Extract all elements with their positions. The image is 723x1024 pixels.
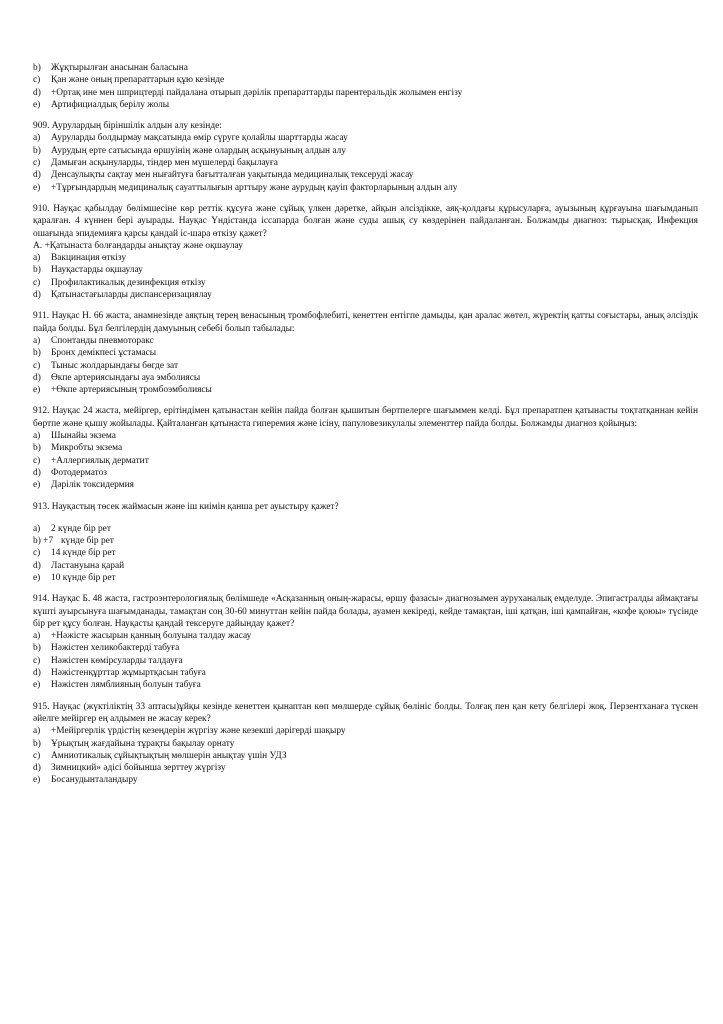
option-key: b) +7 xyxy=(33,536,54,547)
option-text: +Мейіргерлік үрдістің кезеңдерін жүргізу және кезекші дәрігерді шақыру xyxy=(51,726,346,737)
question-text: 913. Науқастың төсек жаймасын және іш киімін қанша рет ауыстыру қажет? xyxy=(33,501,339,512)
question-911 xyxy=(33,310,698,396)
question-910 xyxy=(33,203,698,301)
option-row xyxy=(33,145,698,157)
option-key: a) xyxy=(33,335,41,346)
option-key: c) xyxy=(33,75,41,86)
option-text: Нәжістенқұрттар жұмыртқасын табуға xyxy=(51,668,206,679)
option-key: e) xyxy=(33,182,41,193)
option-text: 14 күнде бір рет xyxy=(51,548,116,559)
option-row xyxy=(33,264,698,276)
option-row xyxy=(33,132,698,144)
option-row xyxy=(33,360,698,372)
option-key: a) xyxy=(33,523,41,534)
question-text: 914. Науқас Б. 48 жаста, гастроэнтерологиялық бөлімшеде «Асқазанның оның-жарасы, өршу фазасы» диагнозымен ауруханалық емделуде. Эпигастралды аймақтағы күшті ауырсынуға шағымданады, тамақтан соң 30-60 минуттан кейін пайда болады, ауамен кекіреді, кейде тамақтан, іші қатқан, іші қампайған, «кофе қоюы» түсінде бір рет құсу болған. Науқасты қандай тексеруге дайындау қажет? xyxy=(33,594,698,629)
option-key: b) xyxy=(33,738,41,749)
option-text: Нәжістен хеликобактерді табуға xyxy=(51,643,180,654)
option-row xyxy=(33,277,698,289)
option-row xyxy=(33,99,698,111)
option-key: d) xyxy=(33,467,41,478)
option-key: d) xyxy=(33,372,41,383)
option-row xyxy=(33,725,698,737)
option-row xyxy=(33,547,698,559)
option-text: Тыныс жолдарындағы бөгде зат xyxy=(51,360,179,371)
option-text: +Тұрғындардың медициналық сауаттылығын арттыру және аурудың қауіп факторларының алдын алу xyxy=(51,182,458,193)
option-key: a) xyxy=(33,253,41,264)
option-text: +Өкпе артериясының тромбоэмболиясы xyxy=(51,385,212,396)
option-row xyxy=(33,157,698,169)
option-key: c) xyxy=(33,158,41,169)
option-key: d) xyxy=(33,668,41,679)
option-key: b) xyxy=(33,643,41,654)
option-text: Микробты экзема xyxy=(51,443,123,454)
option-text: 2 күнде бір рет xyxy=(51,523,111,534)
option-key: e) xyxy=(33,99,41,110)
option-key: b) xyxy=(33,443,41,454)
option-row xyxy=(33,442,698,454)
option-key: c) xyxy=(33,360,41,371)
question-909 xyxy=(33,120,698,194)
option-key: a) xyxy=(33,133,41,144)
option-text: Спонтанды пневмоторакс xyxy=(51,335,154,346)
option-text: күнде бір рет xyxy=(61,536,114,547)
option-key: e) xyxy=(33,775,41,786)
option-text: Қатынастағыларды диспансеризациялау xyxy=(51,290,212,301)
option-text: Амниотикалық сұйықтықтың мөлшерін анықтау үшін УДЗ xyxy=(51,750,287,761)
option-row xyxy=(33,667,698,679)
option-text: Шынайы экзема xyxy=(51,431,116,442)
question-915 xyxy=(33,701,698,787)
option-row xyxy=(33,738,698,750)
answer-line: A. +Қатынаста болғандарды анықтау және оқшаулау xyxy=(33,240,243,251)
option-text: Аурудың ерте сатысында өршуінің және олардың асқынуының алдын алу xyxy=(51,145,346,156)
option-text: Фотодерматоз xyxy=(51,467,107,478)
option-key: d) xyxy=(33,170,41,181)
option-key: e) xyxy=(33,480,41,491)
option-text: 10 күнде бір рет xyxy=(51,572,116,583)
document-page xyxy=(33,62,698,787)
option-text: Артифициалдық берілу жолы xyxy=(51,99,170,110)
option-row xyxy=(33,384,698,396)
option-text: Профилактикалық дезинфекция өткізу xyxy=(51,277,206,288)
option-key: a) xyxy=(33,431,41,442)
option-text: Ластануына қарай xyxy=(51,560,125,571)
option-key: e) xyxy=(33,572,41,583)
option-key: d) xyxy=(33,290,41,301)
option-key: c) xyxy=(33,655,41,666)
option-text: +Нәжісте жасырын қанның болуына талдау жасау xyxy=(51,631,252,642)
option-text: Дамыған асқынуларды, тіндер мен мүшелерді бақылауға xyxy=(51,158,278,169)
option-key: a) xyxy=(33,631,41,642)
question-text: 912. Науқас 24 жаста, мейіргер, ерітіндімен қатынастан кейін пайда болған қышитын бөртпелерге шағыммен келді. Бұл препаратпен қатынасты тоқтатқаннан кейін бөртпе және қышу жойылады. Қайталанған қатынаста гиперемия және ісіну, папуловезикулалы элементтер пайда болды. Болжамды диагноз қойыңыз: xyxy=(33,406,698,429)
option-key: e) xyxy=(33,680,41,691)
option-key: b) xyxy=(33,265,41,276)
option-text: Науқастарды оқшаулау xyxy=(51,265,143,276)
option-row xyxy=(33,289,698,301)
option-row xyxy=(33,169,698,181)
option-text: Дәрілік токсидермия xyxy=(51,480,134,491)
option-row xyxy=(33,762,698,774)
option-key: d) xyxy=(33,87,41,98)
option-row xyxy=(33,523,698,535)
option-row xyxy=(33,182,698,194)
option-key: b) xyxy=(33,63,41,73)
option-row xyxy=(33,479,698,491)
option-text: +Ортақ ине мен шприцтерді пайдалана отырып дәрілік препараттарды парентеральдік жолымен енгізу xyxy=(51,87,463,98)
question-913 xyxy=(33,501,698,585)
option-key: b) xyxy=(33,348,41,359)
option-row xyxy=(33,467,698,479)
option-text: Нәжістен лямблияның болуын табуға xyxy=(51,680,201,691)
option-text: Зимницкий» әдісі бойынша зерттеу жүргізу xyxy=(51,763,226,774)
question-914 xyxy=(33,593,698,691)
option-text: Денсаулықты сақтау мен нығайтуға бағытталған уақытында медициналық тексеруді жасау xyxy=(51,170,414,181)
option-text: +Аллергиялық дерматит xyxy=(51,455,149,466)
option-key: d) xyxy=(33,763,41,774)
option-row xyxy=(33,455,698,467)
option-text: Вакцинация өткізу xyxy=(51,253,127,264)
option-key: b) xyxy=(33,145,41,156)
option-text: Бронх демікпесі ұстамасы xyxy=(51,348,157,359)
question-text: 909. Аурулардың біріншілік алдын алу кезінде: xyxy=(33,121,222,132)
option-text: Босанудынталандыру xyxy=(51,775,138,786)
option-row xyxy=(33,372,698,384)
option-row xyxy=(33,679,698,691)
option-row xyxy=(33,62,698,74)
option-row xyxy=(33,430,698,442)
option-row xyxy=(33,630,698,642)
option-row xyxy=(33,252,698,264)
option-key: a) xyxy=(33,726,41,737)
option-row xyxy=(33,750,698,762)
option-key: e) xyxy=(33,385,41,396)
question-912 xyxy=(33,405,698,491)
option-text: Қан және оның препараттарын құю кезінде xyxy=(51,75,225,86)
option-text: Нәжістен көмірсуларды талдауға xyxy=(51,655,183,666)
option-row xyxy=(33,774,698,786)
option-text: Өкпе артериясындағы ауа эмболиясы xyxy=(51,372,201,383)
option-row xyxy=(33,87,698,99)
option-key: c) xyxy=(33,548,41,559)
option-text: Ұрықтың жағдайына тұрақты бақылау орнату xyxy=(51,738,235,749)
option-row xyxy=(33,535,698,547)
option-key: c) xyxy=(33,750,41,761)
option-key: c) xyxy=(33,277,41,288)
option-row xyxy=(33,347,698,359)
question-text: 915. Науқас (жүктіліктің 33 аптасы)ұйқы кезінде кенеттен қынаптан көп мөлшерде сұйық бөлініс болды. Толғақ пен қан кету белгілері жоқ. Перзентханаға түскен әйелге мейіргер ең алдымен не жасау керек? xyxy=(33,701,698,724)
option-row xyxy=(33,560,698,572)
option-row xyxy=(33,572,698,584)
option-key: d) xyxy=(33,560,41,571)
option-row xyxy=(33,74,698,86)
option-key: c) xyxy=(33,455,41,466)
question-text: 911. Науқас Н. 66 жаста, анамнезінде аяқтың терең венасының тромбофлебиті, кенеттен ентігпе дамыды, қан аралас жөтел, жүректің қатты соғыстары, анық әлсіздік пайда болды. Бұл белгілердің дамуының себебі болып табылады: xyxy=(33,311,698,334)
option-row xyxy=(33,335,698,347)
option-row xyxy=(33,642,698,654)
option-row xyxy=(33,655,698,667)
option-text: Ауруларды болдырмау мақсатында өмір сүруге қолайлы шарттарды жасау xyxy=(51,133,348,144)
option-text: Жұқтырылған анасынан баласына xyxy=(51,63,188,73)
question-text: 910. Науқас қабылдау бөлімшесіне көр реттік құсуға және сұйық үлкен дәретке, айқын әлсіздікке, аяқ-қолдағы құрысуларға, ауызының құрғауына шағымданып қаралған. 4 күннен бері ауырады. Науқас Үндістанда іссапарда болған және суды ашық су көздерінен пайдаланған. Болжамды диагноз: тырысқақ. Инфекция ошағында эпидемияға қарсы қандай іс-шара өткізу қажет? xyxy=(33,203,698,239)
